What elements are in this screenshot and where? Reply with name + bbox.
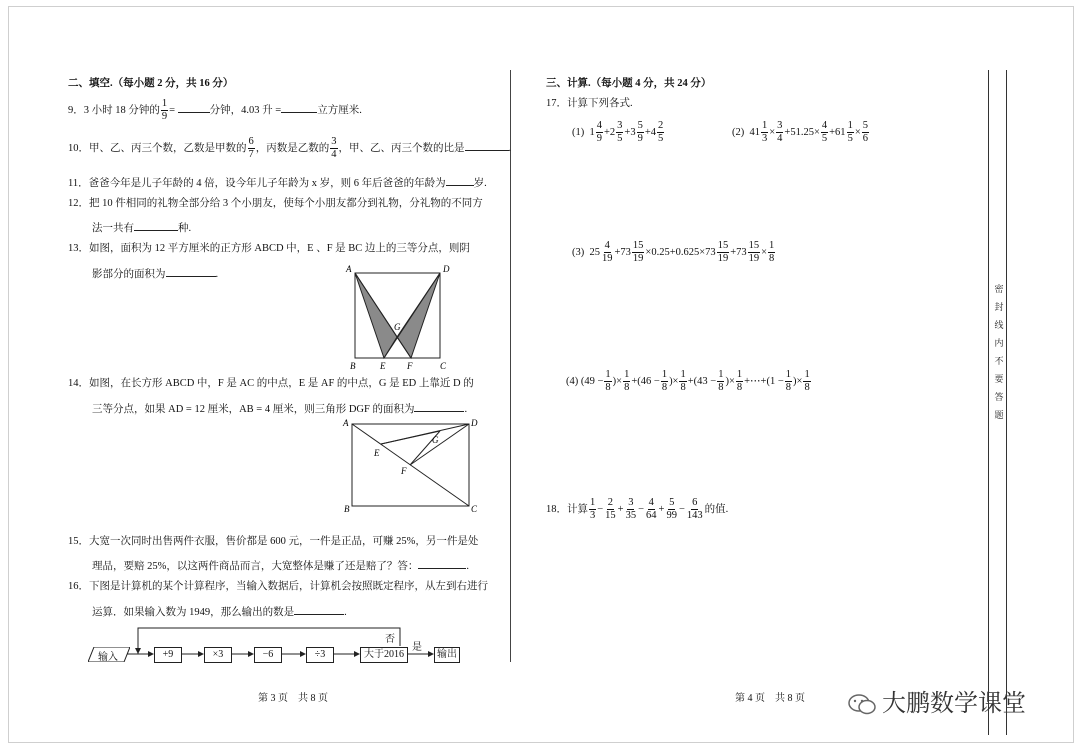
- label-C: C: [471, 504, 478, 514]
- label-D: D: [443, 264, 450, 274]
- label-E: E: [380, 361, 386, 371]
- answer-blank[interactable]: [294, 603, 344, 615]
- flow-step-multiply: ×3: [204, 647, 232, 663]
- label-A: A: [346, 264, 352, 274]
- binding-notice: 密封线内不要答题: [994, 284, 1004, 420]
- label-B: B: [344, 504, 350, 514]
- flow-no-label: 否: [385, 634, 395, 645]
- question-12-line1: 12．把 10 件相同的礼物全部分给 3 个小朋友，使每个小朋友都分到礼物，分礼物的不同方: [68, 198, 483, 209]
- question-12-line2: 法一共有 种.: [92, 219, 191, 236]
- page-footer-4: 第 4 页 共 8 页: [735, 693, 805, 704]
- question-13-line2: 影部分的面积为 .: [92, 265, 218, 282]
- label-C: C: [440, 361, 447, 371]
- shaded-region: [355, 273, 397, 358]
- flow-output: 输出: [434, 647, 460, 663]
- section-title-fill-blank: 二、填空.（每小题 2 分，共 16 分）: [68, 78, 234, 89]
- label-F: F: [407, 361, 413, 371]
- label-F: F: [401, 466, 407, 476]
- label-D: D: [471, 418, 478, 428]
- question-16-line2: 运算．如果输入数为 1949，那么输出的数是 .: [92, 603, 347, 620]
- answer-blank[interactable]: [465, 139, 509, 151]
- watermark-text: 大鹏数学课堂: [882, 689, 1026, 717]
- question-14-line2: 三等分点，如果 AD = 12 厘米，AB = 4 厘米，则三角形 DGF 的面积为 .: [92, 400, 467, 417]
- page-footer-3: 第 3 页 共 8 页: [258, 693, 328, 704]
- question-14-line1: 14．如图，在长方形 ABCD 中，F 是 AC 的中点，E 是 AF 的中点，G 是 ED 上靠近 D 的: [68, 378, 474, 389]
- answer-blank[interactable]: [178, 101, 210, 113]
- question-13-line1: 13．如图，面积为 12 平方厘米的正方形 ABCD 中，E 、F 是 BC 边上的三等分点，则阴: [68, 243, 470, 254]
- question-17-title: 17．计算下列各式.: [546, 98, 633, 109]
- question-15-line1: 15．大宽一次同时出售两件衣服，售价都是 600 元，一件是正品，可赚 25%，另一件是处: [68, 536, 479, 547]
- label-G: G: [432, 435, 439, 445]
- label-G: G: [394, 322, 401, 332]
- shaded-region: [397, 273, 440, 358]
- problem-17-4: (4) (49 − $\frac{1}{8}$ )× $\frac{1}{8}$ +(46 − $\frac{1}{8}$ )× $\frac{1}{8}$ +(43 − $\frac{1}{8}$ )× $\frac{1}{8}$ +⋯+(1 − $\frac{1}{8}$ )× $\frac{1}{8}$: [566, 369, 810, 393]
- answer-blank[interactable]: [166, 265, 216, 277]
- answer-blank[interactable]: [281, 101, 317, 113]
- question-11: 11．爸爸今年是儿子年龄的 4 倍，设今年儿子年龄为 x 岁，则 6 年后爸爸的年龄为 岁.: [68, 174, 487, 191]
- binding-line: [988, 70, 989, 735]
- watermark: [848, 683, 1026, 718]
- question-9: 9．3 小时 18 分钟的 $\frac{1}{9}$ = 分钟，4.03 升 = 立方厘米.: [68, 98, 362, 122]
- answer-blank[interactable]: [418, 557, 466, 569]
- problem-17-2: (2) 41 $\frac{1}{3}$ × $\frac{3}{4}$ +51.25× $\frac{4}{5}$ +61 $\frac{1}{5}$ × $\frac{5}{6}$: [732, 120, 868, 144]
- wechat-icon: [848, 693, 876, 715]
- question-15-line2: 理品，要赔 25%，以这两件商品而言，大宽整体是赚了还是赔了？答： .: [92, 557, 469, 574]
- binding-line: [1006, 70, 1007, 735]
- answer-blank[interactable]: [446, 174, 474, 186]
- problem-17-3: (3) 25 $\frac{4}{19}$ +73 $\frac{15}{19}$ ×0.25+0.625×73 $\frac{15}{19}$ +73 $\frac{15}{19}$ × $\frac{1}{8}$: [572, 240, 775, 264]
- figure-14-rectangle: [340, 416, 480, 516]
- question-16-line1: 16．下图是计算机的某个计算程序，当输入数据后，计算机会按照既定程序，从左到右进行: [68, 581, 488, 592]
- flow-input-parallelogram: [88, 647, 130, 662]
- flow-condition: 大于2016: [360, 647, 408, 663]
- flow-input-label: 输入: [98, 652, 118, 663]
- answer-blank[interactable]: [414, 400, 464, 412]
- flow-step-add: +9: [154, 647, 182, 663]
- flow-step-divide: ÷3: [306, 647, 334, 663]
- question-18: 18．计算 $\frac{1}{3}$ − $\frac{2}{15}$ + $\frac{3}{35}$ − $\frac{4}{64}$ + $\frac{5}{99}$ − $\frac{6}{143}$ 的值.: [546, 497, 729, 521]
- label-B: B: [350, 361, 356, 371]
- section-title-calculation: 三、计算.（每小题 4 分，共 24 分）: [546, 78, 712, 89]
- answer-blank[interactable]: [134, 219, 178, 231]
- figure-13-square: [340, 262, 460, 374]
- flow-step-subtract: −6: [254, 647, 282, 663]
- flow-yes-label: 是: [412, 642, 422, 653]
- question-10: 10．甲、乙、丙三个数，乙数是甲数的 $\frac{6}{7}$ ，丙数是乙数的 $\frac{3}{4}$ ，甲、乙、丙三个数的比是 .: [68, 136, 512, 160]
- label-E: E: [374, 448, 380, 458]
- label-A: A: [343, 418, 349, 428]
- problem-17-1: (1) 1 $\frac{4}{9}$ +2 $\frac{3}{5}$ +3 $\frac{5}{9}$ +4 $\frac{2}{5}$: [572, 120, 664, 144]
